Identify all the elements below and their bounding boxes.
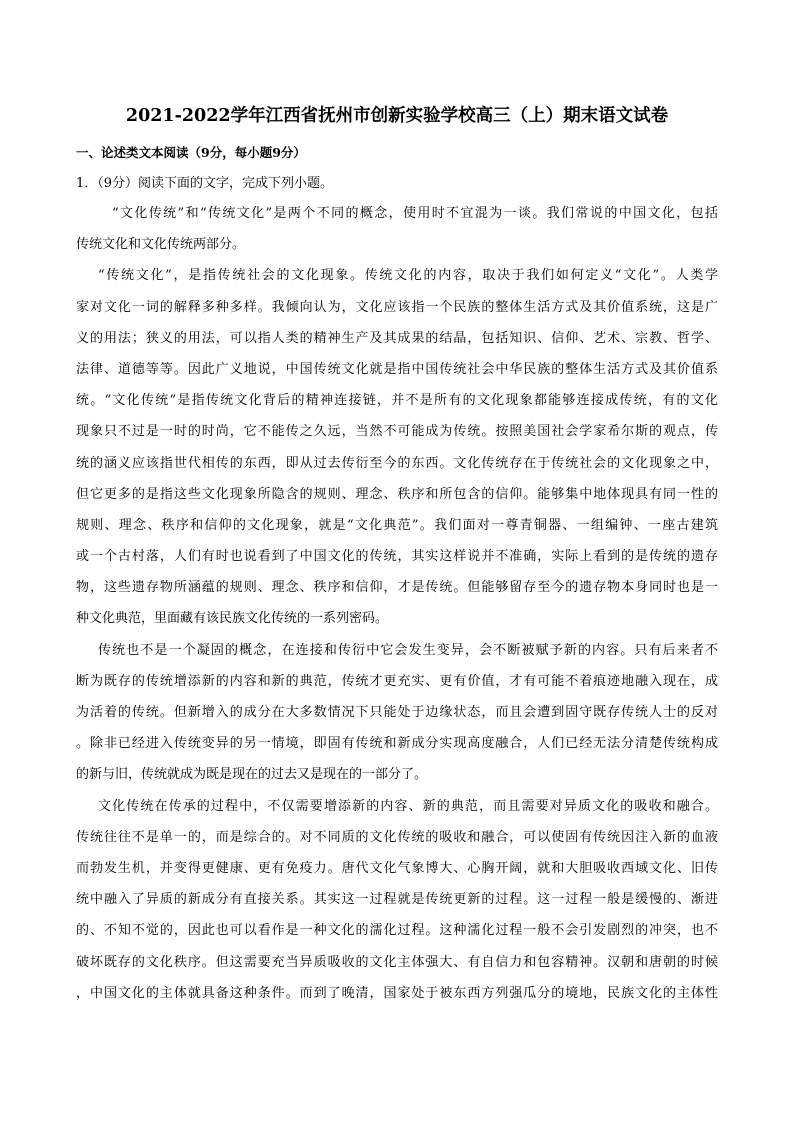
text-line: “传统文化”，是指传统社会的文化现象。传统文化的内容，取决于我们如何定义“文化”。人类学	[98, 268, 718, 284]
text-line: 为活着的传统。但新增入的成分在大多数情况下只能处于边缘状态，而且会遭到固守既存传统人士的反对	[76, 705, 718, 720]
text-line: 破坏既存的文化秩序。但这需要充当异质吸收的文化主体强大、有自信力和包容精神。汉朝和唐朝的时候	[76, 954, 718, 970]
text-line: 义的用法；狭义的用法，可以指人类的精神生产及其成果的结晶，包括知识、信仰、艺术、宗教、哲学、	[76, 330, 718, 346]
text-line: 规则、理念、秩序和信仰的文化现象，就是“文化典范”。我们面对一尊青铜器、一组编钟、一座古建筑	[76, 517, 718, 533]
text-line: 种文化典范，里面藏有该民族文化传统的一系列密码。	[76, 611, 389, 627]
text-line: 传统文化和文化传统两部分。	[76, 237, 246, 253]
text-line: 统。“文化传统”是指传统文化背后的精神连接链，并不是所有的文化现象都能够连接成传统，有的文化	[76, 393, 718, 409]
text-line: 断为既存的传统增添新的内容和新的典范，传统才更充实、更有价值，才有可能不着痕迹地融入现在，成	[76, 673, 718, 689]
passage-paragraph	[76, 635, 718, 791]
text-line: 物，这些遗存物所涵蕴的规则、理念、秩序和信仰，才是传统。但能够留存至今的遗存物本身同时也是一	[76, 580, 718, 596]
text-line: 传统也不是一个凝固的概念，在连接和传衍中它会发生变异，会不断被赋予新的内容。只有后来者不	[98, 642, 718, 658]
text-line: 但它更多的是指这些文化现象所隐含的规则、理念、秩序和所包含的信仰。能够集中地体现具有同一性的	[76, 486, 718, 502]
passage-paragraph	[76, 791, 718, 1009]
reading-passage	[76, 198, 718, 1009]
text-line: 传统往往不是单一的，而是综合的。对不同质的文化传统的吸收和融合，可以使固有传统因注入新的血液	[76, 829, 718, 845]
section-heading: 一、论述类文本阅读（9分，每小题9分）	[76, 145, 306, 160]
text-line: 法律、道德等等。因此广义地说，中国传统文化就是指中国传统社会中华民族的整体生活方式及其价值系	[76, 361, 718, 377]
question-prompt: 1．（9分）阅读下面的文字，完成下列小题。	[76, 176, 334, 191]
text-line: ，中国文化的主体就具备这种条件。而到了晚清，国家处于被东西方列强瓜分的境地，民族文化的主体性	[76, 985, 718, 1001]
text-line: 统的涵义应该指世代相传的东西，即从过去传衍至今的东西。文化传统存在于传统社会的文化现象之中，	[76, 455, 718, 471]
exam-title: 2021-2022学年江西省抚州市创新实验学校高三（上）期末语文试卷	[125, 106, 669, 126]
passage-paragraph	[76, 260, 718, 634]
text-line: 文化传统在传承的过程中，不仅需要增添新的内容、新的典范，而且需要对异质文化的吸收和融合。	[98, 798, 718, 814]
text-line: 。除非已经进入传统变异的另一情境，即固有传统和新成分实现高度融合，人们已经无法分清楚传统构成	[76, 736, 718, 752]
text-line: “文化传统”和“传统文化”是两个不同的概念，使用时不宜混为一谈。我们常说的中国文化，包括	[112, 206, 718, 221]
text-line: 或一个古村落，人们有时也说看到了中国文化的传统，其实这样说并不准确，实际上看到的是传统的遗存	[76, 549, 718, 565]
passage-paragraph	[76, 198, 718, 260]
text-line: 的、不知不觉的，因此也可以看作是一种文化的濡化过程。这种濡化过程一般不会引发剧烈的冲突，也不	[76, 923, 718, 939]
text-line: 而勃发生机，并变得更健康、更有免疫力。唐代文化气象博大、心胸开阔，就和大胆吸收西域文化、旧传	[76, 860, 718, 876]
text-line: 的新与旧，传统就成为既是现在的过去又是现在的一部分了。	[76, 767, 428, 783]
text-line: 统中融入了异质的新成分有直接关系。其实这一过程就是传统更新的过程。这一过程一般是缓慢的、渐进	[76, 892, 718, 908]
text-line: 家对文化一词的解释多种多样。我倾向认为，文化应该指一个民族的整体生活方式及其价值系统，这是广	[76, 299, 718, 315]
text-line: 现象只不过是一时的时尚，它不能传之久远，当然不可能成为传统。按照美国社会学家希尔斯的观点，传	[76, 424, 718, 440]
